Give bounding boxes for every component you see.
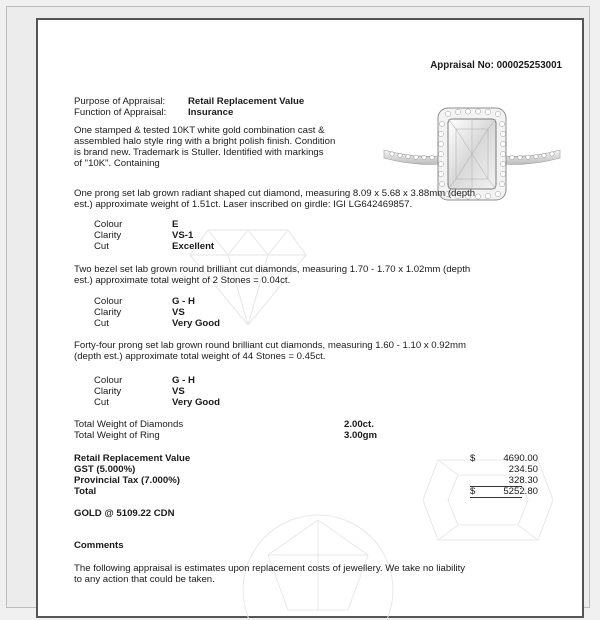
description-line: assembled halo style ring with a bright polish finish. Condition — [74, 136, 336, 147]
stone2-line: Two bezel set lab grown round brilliant cut diamonds, measuring 1.70 - 1.70 x 1.02mm (depth — [74, 264, 471, 275]
valuation-currency: $ — [470, 453, 476, 464]
description-line: of "10K". Containing — [74, 158, 160, 169]
valuation-amount: 234.50 — [508, 464, 538, 475]
weight-value: 3.00gm — [344, 430, 378, 441]
function-value: Insurance — [188, 107, 234, 118]
total-rule — [470, 497, 522, 498]
grade-label: Clarity — [94, 386, 122, 397]
comments-heading: Comments — [74, 540, 124, 551]
grade-label: Cut — [94, 397, 109, 408]
appraisal-number: Appraisal No: 000025253001 — [430, 60, 562, 71]
description-line: is brand new. Trademark is Stuller. Identified with markings — [74, 147, 324, 158]
grade-value: G - H — [172, 296, 195, 307]
grade-value: Excellent — [172, 241, 215, 252]
gold-price: GOLD @ 5109.22 CDN — [74, 508, 175, 519]
valuation-label: Retail Replacement Value — [74, 453, 191, 464]
valuation-label: Total — [74, 486, 97, 497]
stone1-line: One prong set lab grown radiant shaped cut diamond, measuring 8.09 x 5.68 x 3.88mm (depth — [74, 188, 476, 199]
grade-value: Very Good — [172, 318, 220, 329]
valuation-currency: $ — [470, 486, 476, 497]
description-line: One stamped & tested 10KT white gold combination cast & — [74, 125, 325, 136]
grade-label: Clarity — [94, 230, 122, 241]
stone3-line: Forty-four prong set lab grown round brilliant cut diamonds, measuring 1.60 - 1.10 x 0.92mm — [74, 340, 466, 351]
stone3-line: (depth est.) approximate total weight of 44 Stones = 0.45ct. — [74, 351, 326, 362]
weight-value: 2.00ct. — [344, 419, 374, 430]
grade-value: Very Good — [172, 397, 220, 408]
purpose-value: Retail Replacement Value — [188, 96, 305, 107]
grade-label: Colour — [94, 219, 123, 230]
comments-line: The following appraisal is estimates upon replacement costs of jewellery. We take no liability — [74, 563, 466, 574]
grade-label: Colour — [94, 375, 123, 386]
function-label: Function of Appraisal: — [74, 107, 167, 118]
comments-line: to any action that could be taken. — [74, 574, 215, 585]
grade-value: VS — [172, 307, 185, 318]
grade-label: Cut — [94, 241, 109, 252]
grade-label: Clarity — [94, 307, 122, 318]
stone2-line: est.) approximate total weight of 2 Stones = 0.04ct. — [74, 275, 291, 286]
valuation-label: Provincial Tax (7.000%) — [74, 475, 180, 486]
weight-label: Total Weight of Diamonds — [74, 419, 184, 430]
grade-value: VS-1 — [172, 230, 194, 241]
grade-value: G - H — [172, 375, 195, 386]
grade-label: Colour — [94, 296, 123, 307]
purpose-label: Purpose of Appraisal: — [74, 96, 166, 107]
valuation-label: GST (5.000%) — [74, 464, 136, 475]
weight-label: Total Weight of Ring — [74, 430, 160, 441]
appraisal-page — [36, 18, 584, 618]
grade-value: VS — [172, 386, 185, 397]
valuation-amount: 5252.80 — [503, 486, 538, 497]
stone1-line: est.) approximate weight of 1.51ct. Laser inscribed on girdle: IGI LG642469857. — [74, 199, 413, 210]
grade-value: E — [172, 219, 179, 230]
valuation-amount: 328.30 — [508, 475, 538, 486]
grade-label: Cut — [94, 318, 109, 329]
valuation-amount: 4690.00 — [503, 453, 538, 464]
